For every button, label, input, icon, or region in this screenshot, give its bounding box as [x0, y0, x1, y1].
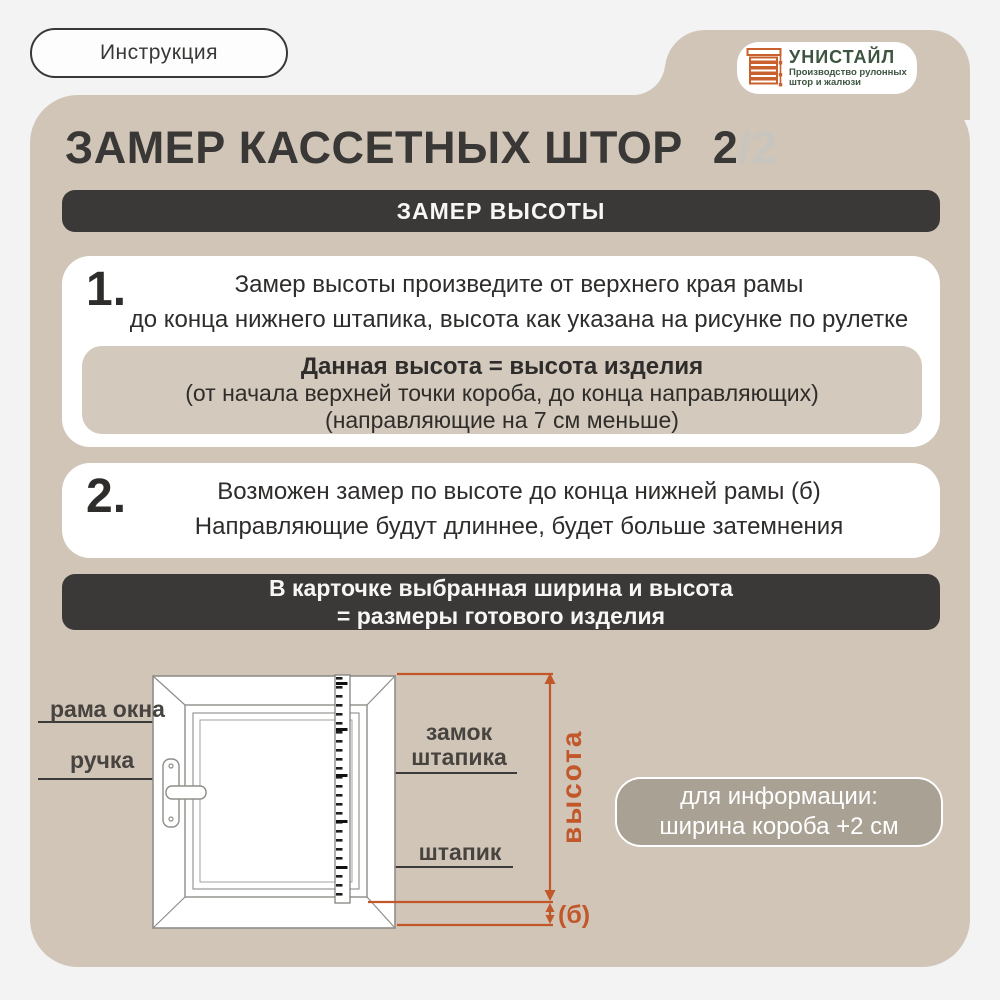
height-measurement-arrows [368, 673, 556, 925]
window-glass [200, 720, 352, 882]
page-title-row [65, 122, 777, 174]
logo-text [789, 48, 917, 89]
step-2-line-2: Направляющие будут длиннее, будет больше затемнения [194, 513, 844, 540]
handle-label: ручка [70, 747, 135, 773]
step-2-text [122, 474, 916, 544]
tape-ticks-big [336, 676, 349, 902]
section-bar-label: ЗАМЕР ВЫСОТЫ [396, 197, 606, 224]
section-bar-height [62, 190, 940, 232]
logo-name: УНИСТАЙЛ [789, 46, 896, 67]
note-title: Данная высота = высота изделия [300, 353, 704, 380]
b-arrowhead-top [546, 903, 555, 912]
b-arrowhead-bottom [546, 915, 555, 924]
bead-label: штапик [418, 839, 502, 865]
note-line-1: (от начала верхней точки короба, до конца направляющих) [185, 380, 819, 406]
info-box-line-1: для информации: [680, 783, 878, 810]
page-number-total: /2 [738, 122, 777, 173]
page-title: ЗАМЕР КАССЕТНЫХ ШТОР [65, 122, 683, 173]
summary-bar-line-2: = размеры готового изделия [336, 603, 666, 629]
note-line-2: (направляющие на 7 см меньше) [325, 407, 679, 433]
instruction-button-label: Инструкция [99, 41, 219, 64]
step-1-number: 1. [86, 263, 127, 316]
info-box [615, 777, 943, 847]
step-1-text [122, 267, 916, 337]
step-2-line-1: Возможен замер по высоте до конца нижней рамы (б) [217, 478, 821, 505]
height-label: высота [556, 729, 587, 844]
info-box-line-2: ширина короба +2 см [659, 813, 899, 840]
step-1-line-1: Замер высоты произведите от верхнего края рамы [234, 271, 804, 298]
step-2-number: 2. [86, 470, 127, 523]
roller-blind-icon [746, 47, 784, 89]
bead-lock-label: замок штапика [411, 719, 507, 770]
frame-label: рама окна [50, 696, 165, 722]
window-drawing [153, 675, 395, 928]
handle-bar [166, 786, 206, 799]
step-2-card [62, 463, 940, 558]
height-arrowhead-bottom [545, 890, 556, 901]
logo-subtitle: Производство рулонных штор и жалюзи [789, 66, 907, 88]
step-1-note [82, 346, 922, 434]
b-mark-label: (б) [558, 901, 591, 929]
logo [737, 42, 917, 94]
instruction-button[interactable] [30, 28, 288, 78]
step-1-card [62, 256, 940, 447]
summary-bar-line-1: В карточке выбранная ширина и высота [269, 575, 733, 601]
summary-bar [62, 574, 940, 630]
page-number-current: 2 [712, 122, 739, 173]
step-1-line-2: до конца нижнего штапика, высота как указана на рисунке по рулетке [129, 306, 909, 333]
